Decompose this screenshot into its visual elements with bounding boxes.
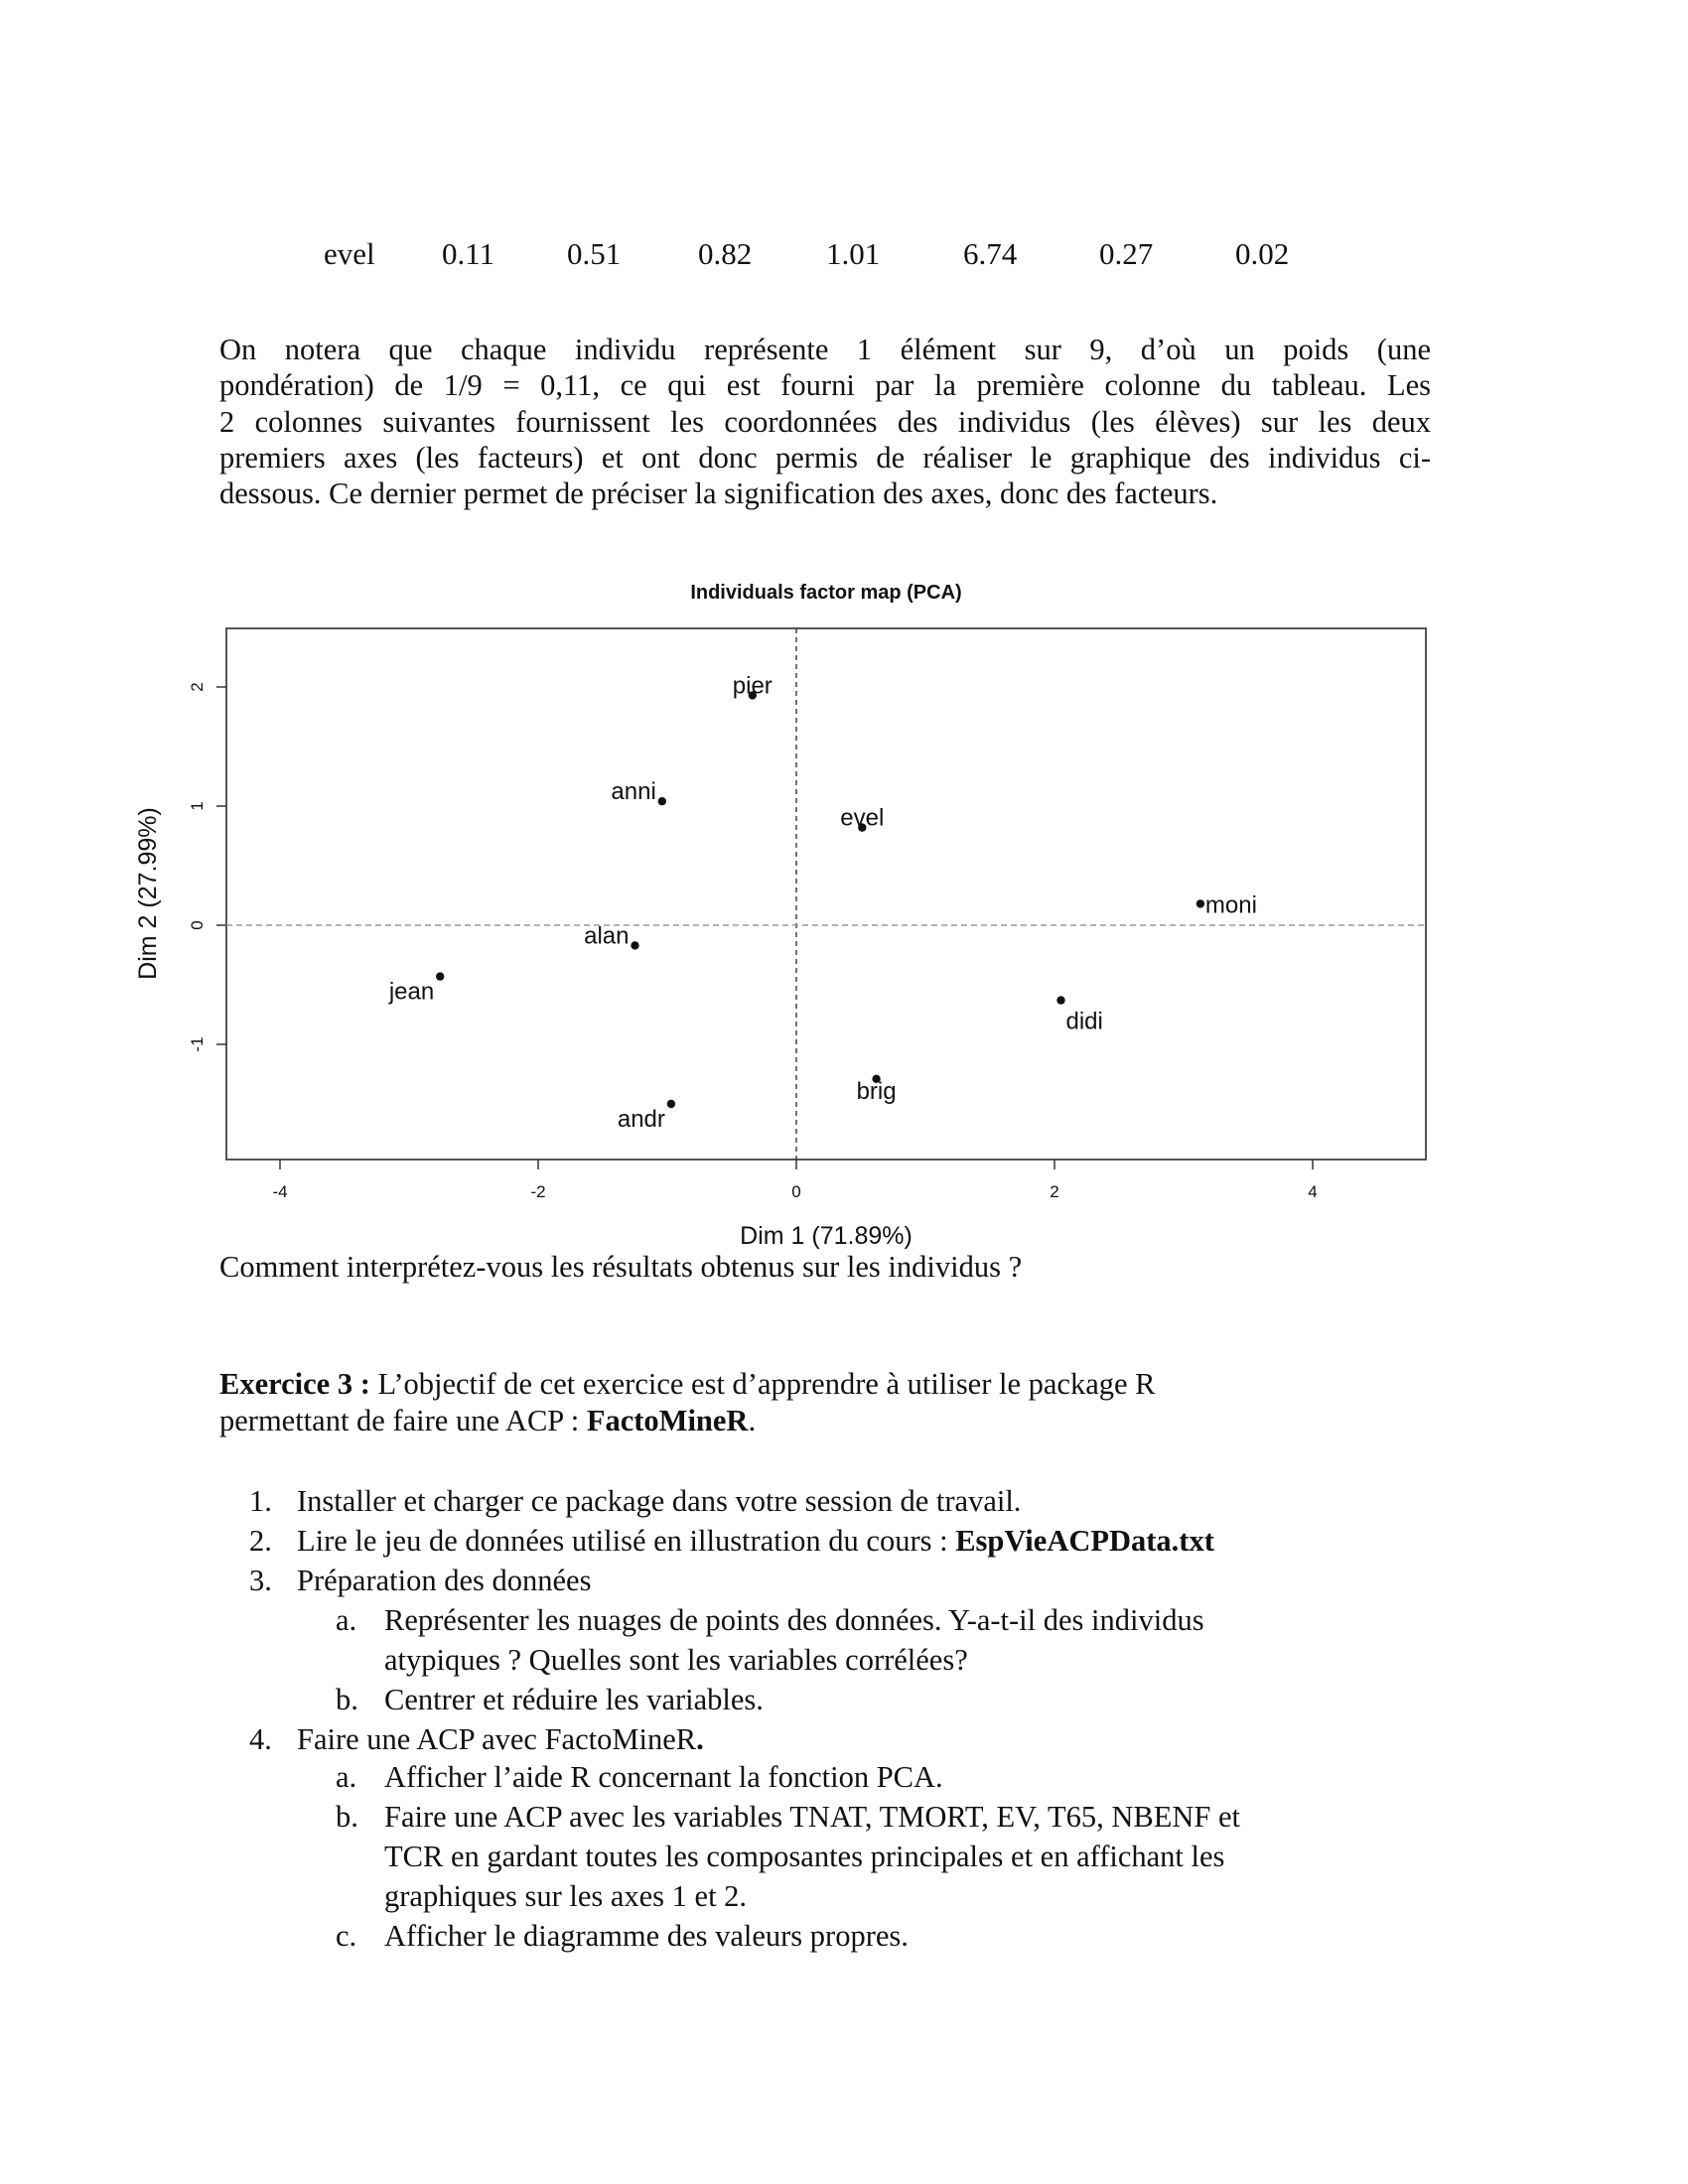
x-tick-label: -2 [530, 1182, 546, 1201]
row-value: 0.82 [698, 236, 753, 271]
list-item-text: Préparation des données [297, 1564, 592, 1597]
data-point-anni [658, 797, 666, 805]
y-tick-label: -1 [188, 1036, 207, 1052]
data-label-jean: jean [388, 978, 435, 1006]
sublist-letter: b. [336, 1683, 358, 1716]
sublist-item-text: Centrer et réduire les variables. [384, 1683, 764, 1716]
x-tick-label: 2 [1050, 1182, 1059, 1201]
exercise-title: Exercice 3 : [219, 1367, 370, 1401]
data-point-alan [631, 941, 638, 949]
exercise-intro-line1 [219, 1364, 1156, 1404]
sublist-item-text: Représenter les nuages de points des données. Y-a-t-il des individus [384, 1603, 1204, 1637]
data-label-anni: anni [611, 778, 656, 806]
list-item-text [297, 1521, 1214, 1561]
list-item-text-part: Faire une ACP avec FactoMineR [297, 1722, 697, 1756]
punctuation: . [696, 1722, 704, 1756]
data-label-pier: pier [732, 672, 773, 700]
row-value: 1.01 [826, 236, 881, 271]
sublist-item-text: Afficher l’aide R concernant la fonction PCA. [384, 1760, 943, 1794]
sublist-item-text: graphiques sur les axes 1 et 2. [384, 1879, 748, 1913]
data-point-didi [1056, 996, 1064, 1004]
x-tick-label: 0 [791, 1182, 801, 1201]
punctuation: . [748, 1404, 757, 1437]
sublist-letter: a. [336, 1603, 357, 1637]
data-points [388, 672, 1257, 1133]
list-number: 3. [249, 1564, 272, 1597]
data-file-name: EspVieACPData.txt [955, 1524, 1214, 1558]
data-label-andr: andr [617, 1106, 665, 1133]
sublist-item-text: Afficher le diagramme des valeurs propres. [384, 1919, 909, 1953]
exercise-intro-text: permettant de faire une ACP : [219, 1404, 587, 1437]
data-point-jean [436, 972, 444, 980]
list-item-text: Installer et charger ce package dans votre session de travail. [297, 1484, 1022, 1518]
list-number: 4. [249, 1722, 272, 1756]
list-item-text-part: Lire le jeu de données utilisé en illustration du cours : [297, 1524, 956, 1558]
list-number: 1. [249, 1484, 272, 1518]
row-value: 0.11 [442, 236, 495, 271]
question-text: Comment interprétez-vous les résultats obtenus sur les individus ? [219, 1250, 1023, 1284]
sublist-letter: b. [336, 1800, 358, 1834]
y-tick-label: 0 [188, 920, 207, 930]
data-label-evel: evel [840, 804, 885, 832]
data-label-didi: didi [1065, 1008, 1103, 1035]
list-item-text [297, 1719, 704, 1759]
x-tick-label: 4 [1308, 1182, 1318, 1201]
sublist-letter: c. [336, 1919, 357, 1953]
x-axis [272, 1160, 1317, 1201]
paragraph-line: 2 colonnes suivantes fournissent les coordonnées des individus (les élèves) sur les deux [219, 404, 1431, 439]
data-label-alan: alan [584, 922, 630, 950]
x-tick-label: -4 [272, 1182, 288, 1201]
row-value: 0.27 [1099, 236, 1154, 271]
y-axis [188, 682, 226, 1051]
row-label: evel [324, 236, 375, 271]
chart-title: Individuals factor map (PCA) [690, 582, 962, 604]
sublist-letter: a. [336, 1760, 357, 1794]
data-label-moni: moni [1204, 891, 1257, 919]
y-tick-label: 2 [188, 682, 207, 692]
sublist-item-text: atypiques ? Quelles sont les variables corrélées? [384, 1643, 968, 1677]
paragraph-line: pondération) de 1/9 = 0,11, ce qui est fourni par la première colonne du tableau. Les [219, 368, 1431, 403]
row-value: 0.02 [1235, 236, 1290, 271]
data-point-moni [1196, 899, 1204, 907]
exercise-intro-line2 [219, 1401, 756, 1440]
row-value: 0.51 [567, 236, 622, 271]
x-axis-label: Dim 1 (71.89%) [740, 1222, 913, 1250]
row-value: 6.74 [963, 236, 1018, 271]
list-number: 2. [249, 1524, 272, 1558]
sublist-item-text: TCR en gardant toutes les composantes principales et en affichant les [384, 1840, 1225, 1873]
data-point-andr [667, 1100, 675, 1108]
paragraph-line: premiers axes (les facteurs) et ont donc permis de réaliser le graphique des individus ci- [219, 440, 1431, 475]
sublist-item-text: Faire une ACP avec les variables TNAT, TMORT, EV, T65, NBENF et [384, 1800, 1240, 1834]
paragraph-line: dessous. Ce dernier permet de préciser la signification des axes, donc des facteurs. [219, 477, 1218, 511]
data-label-brig: brig [856, 1077, 897, 1105]
paragraph-line: On notera que chaque individu représente 1 élément sur 9, d’où un poids (une [219, 333, 1431, 366]
exercise-intro-text: L’objectif de cet exercice est d’apprendre à utiliser le package R [369, 1367, 1156, 1401]
y-tick-label: 1 [188, 801, 207, 811]
y-axis-label: Dim 2 (27.99%) [134, 807, 162, 980]
package-name: FactoMineR [586, 1404, 749, 1437]
